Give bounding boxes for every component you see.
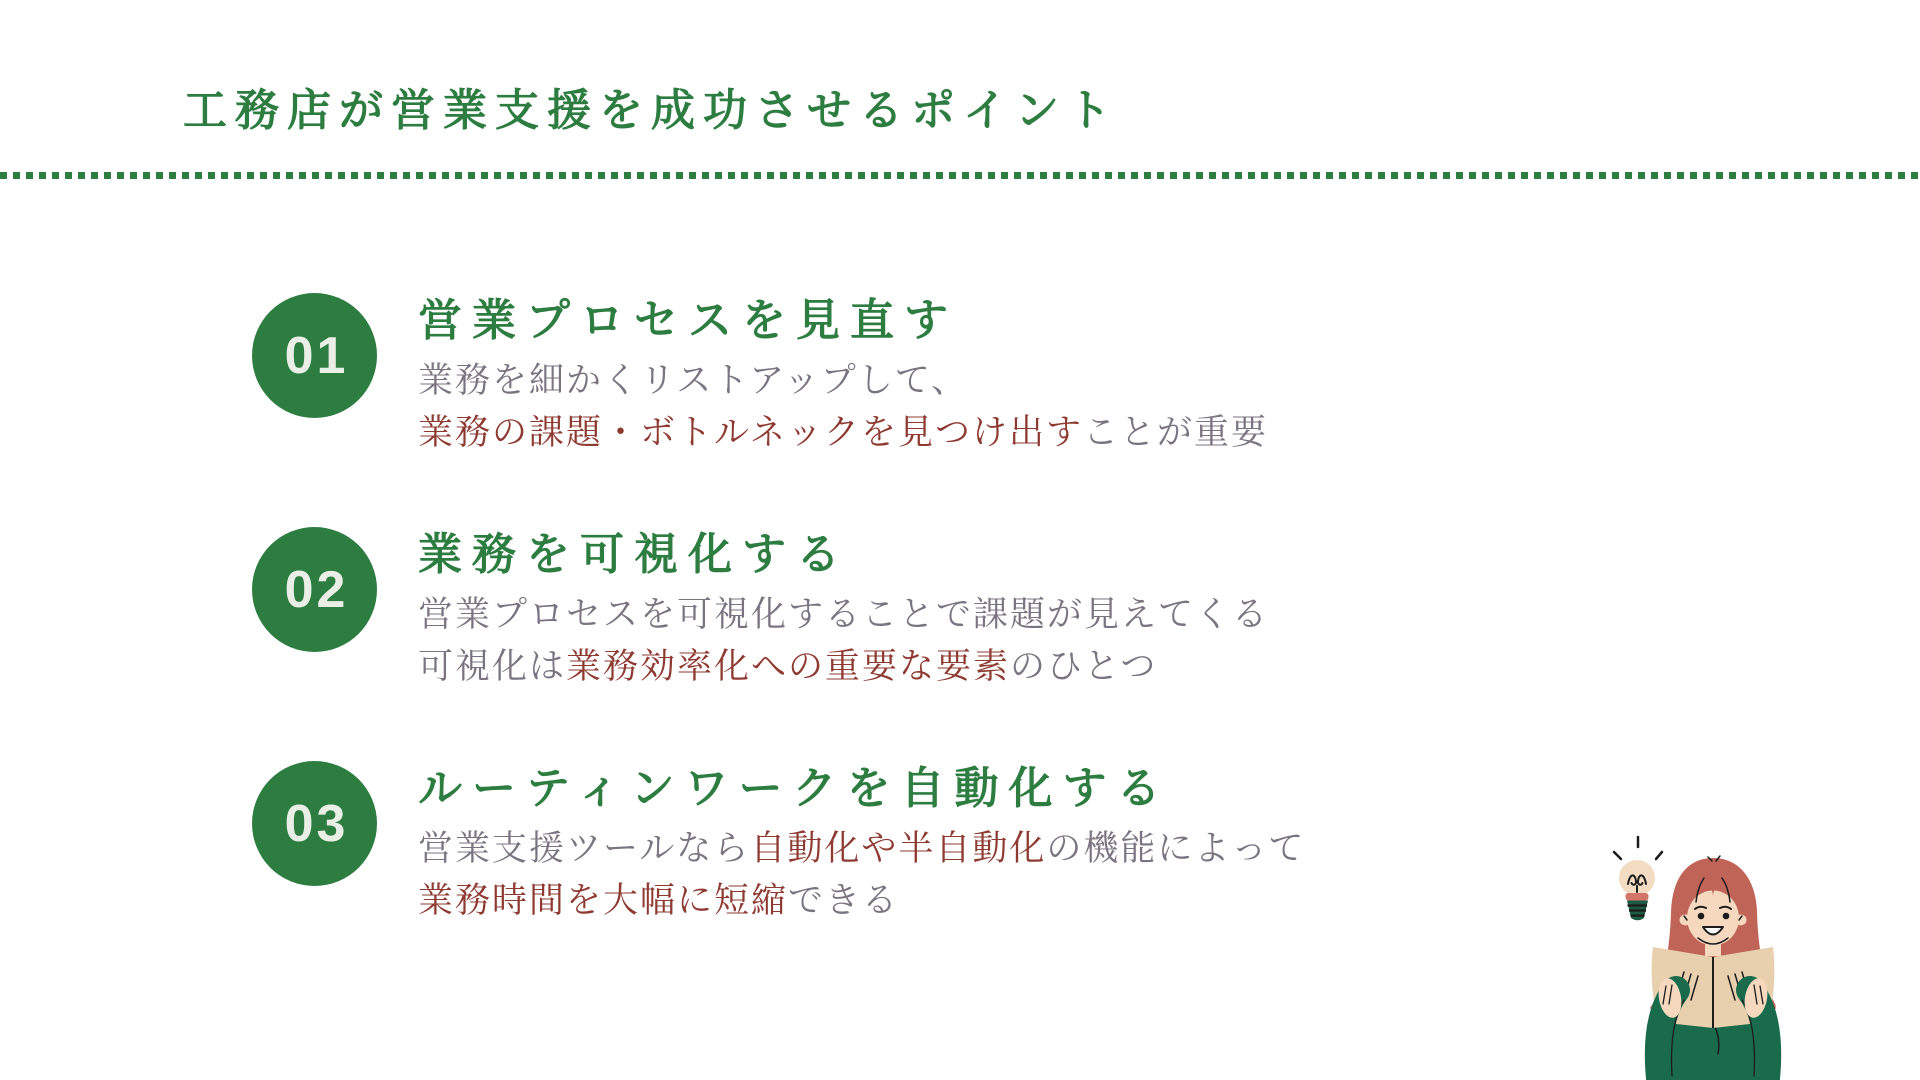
point-item-01 [252,293,1552,459]
point-body-line [418,589,1269,641]
point-body-line [418,407,1268,459]
body-text: できる [788,881,900,920]
point-body-line [418,823,1305,875]
emphasis-text: 業務時間を大幅に短縮 [418,881,789,920]
point-heading: 業務を可視化する [418,530,850,579]
point-heading: ルーティンワークを自動化する [418,764,1171,813]
woman-figure [1650,856,1776,1080]
point-number: 03 [284,794,349,853]
point-text [418,527,1269,693]
body-text: の機能によって [1046,829,1306,868]
point-body-line [418,355,1268,407]
point-item-02 [252,527,1552,693]
body-text: 可視化は [418,647,567,686]
point-text [418,293,1268,459]
body-text: 営業支援ツールなら [418,829,751,868]
points-list [252,293,1552,927]
point-number-badge [252,293,377,418]
lightbulb-icon [1614,837,1662,920]
point-body-line [418,875,1305,927]
point-number: 01 [284,326,349,385]
point-heading: 営業プロセスを見直す [418,296,958,345]
body-text: 営業プロセスを可視化することで課題が見えてくる [418,595,1270,634]
emphasis-text: 業務の課題・ボトルネックを見つけ出す [418,413,1083,452]
emphasis-text: 自動化や半自動化 [750,829,1047,868]
body-text: のひとつ [1010,647,1158,686]
point-text [418,761,1305,927]
body-text: ことが重要 [1082,413,1268,452]
point-number-badge [252,527,377,652]
point-body-line [418,641,1269,693]
emphasis-text: 業務効率化への重要な要素 [566,647,1011,686]
body-text: 業務を細かくリストアップして、 [418,361,969,400]
woman-reading-illustration [1600,826,1920,1080]
point-item-03 [252,761,1552,927]
page-title: 工務店が営業支援を成功させるポイント [183,86,1119,135]
point-number: 02 [284,560,349,619]
dotted-divider [0,172,1920,179]
point-number-badge [252,761,377,886]
